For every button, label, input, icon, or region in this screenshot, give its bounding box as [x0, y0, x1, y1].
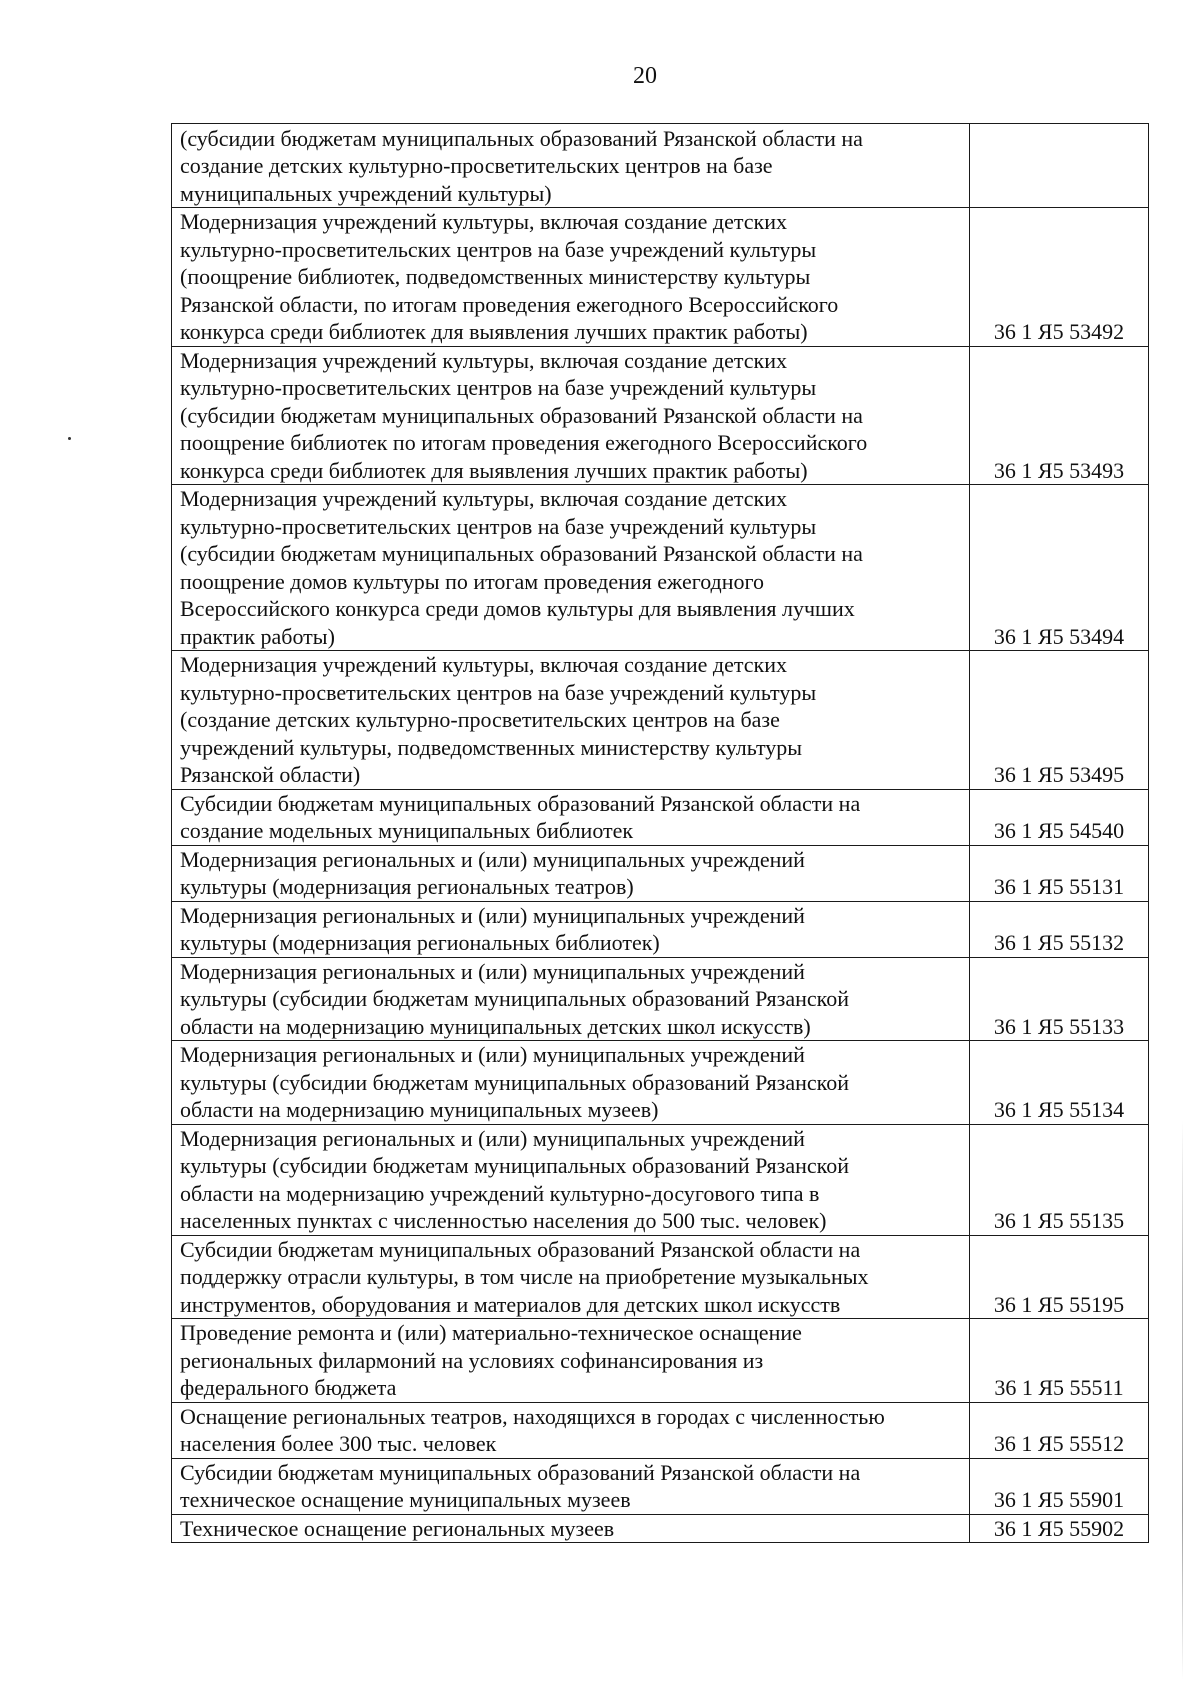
description-line: культуры (субсидии бюджетам муниципальных образований Рязанской [180, 1153, 849, 1178]
description-line: Субсидии бюджетам муниципальных образований Рязанской области на [180, 1236, 861, 1262]
description-line: области на модернизацию муниципальных детских школ искусств) [180, 1013, 811, 1039]
row-code: 36 1 Я5 55135 [970, 1124, 1149, 1235]
description-line: (поощрение библиотек, подведомственных министерству культуры [180, 264, 811, 289]
description-line: области на модернизацию муниципальных музеев) [180, 1097, 659, 1122]
description-line: Рязанской области, по итогам проведения ежегодного Всероссийского [180, 291, 839, 317]
description-line: культуры (модернизация региональных театров) [180, 874, 634, 899]
description-line: (создание детских культурно-просветительских центров на базе [180, 707, 780, 732]
table-row [172, 1235, 1149, 1319]
row-description [172, 1319, 970, 1403]
row-description [172, 1458, 970, 1514]
row-description [172, 651, 970, 790]
row-description [172, 789, 970, 845]
row-description [172, 124, 970, 208]
table-row [172, 845, 1149, 901]
description-line: Модернизация учреждений культуры, включая создание детских [180, 209, 787, 234]
table-row [172, 901, 1149, 957]
row-description [172, 208, 970, 347]
description-line: культуры (модернизация региональных библиотек) [180, 930, 660, 955]
description-line: конкурса среди библиотек для выявления лучших практик работы) [180, 319, 808, 344]
description-line: Модернизация региональных и (или) муниципальных учреждений [180, 1042, 805, 1067]
row-code: 36 1 Я5 55512 [970, 1402, 1149, 1458]
description-line: культуры (субсидии бюджетам муниципальных образований Рязанской [180, 1069, 849, 1095]
row-code: 36 1 Я5 55131 [970, 845, 1149, 901]
description-line: Субсидии бюджетам муниципальных образований Рязанской области на [180, 1459, 861, 1485]
description-line: (субсидии бюджетам муниципальных образований Рязанской области на [180, 125, 863, 151]
table-row [172, 1041, 1149, 1125]
description-line: Модернизация учреждений культуры, включая создание детских [180, 486, 787, 511]
table-row [172, 1514, 1149, 1543]
description-line: Модернизация учреждений культуры, включая создание детских [180, 347, 787, 373]
description-line: Всероссийского конкурса среди домов культуры для выявления лучших [180, 596, 855, 621]
description-line: Модернизация региональных и (или) муниципальных учреждений [180, 846, 805, 872]
row-code: 36 1 Я5 55133 [970, 957, 1149, 1041]
description-line: поощрение домов культуры по итогам проведения ежегодного [180, 568, 764, 594]
description-line: федерального бюджета [180, 1375, 397, 1400]
table-row [172, 651, 1149, 790]
row-description [172, 845, 970, 901]
table-row [172, 124, 1149, 208]
description-line: Модернизация региональных и (или) муниципальных учреждений [180, 958, 805, 984]
description-line: Модернизация региональных и (или) муниципальных учреждений [180, 1125, 805, 1151]
description-line: Техническое оснащение региональных музеев [180, 1515, 615, 1541]
description-line: культурно-просветительских центров на базе учреждений культуры [180, 375, 817, 400]
description-line: создание модельных муниципальных библиотек [180, 818, 634, 843]
description-line: Оснащение региональных театров, находящихся в городах с численностью [180, 1403, 885, 1429]
description-line: практик работы) [180, 623, 335, 649]
description-line: инструментов, оборудования и материалов для детских школ искусств [180, 1291, 841, 1317]
description-line: населения более 300 тыс. человек [180, 1431, 497, 1456]
scan-speck [68, 437, 71, 440]
table-row [172, 1319, 1149, 1403]
description-line: культурно-просветительских центров на базе учреждений культуры [180, 679, 817, 705]
scan-edge-line [1182, 1120, 1183, 1680]
row-code: 36 1 Я5 55901 [970, 1458, 1149, 1514]
description-line: поддержку отрасли культуры, в том числе на приобретение музыкальных [180, 1264, 869, 1289]
table-row [172, 1124, 1149, 1235]
description-line: культурно-просветительских центров на базе учреждений культуры [180, 236, 817, 262]
description-line: Субсидии бюджетам муниципальных образований Рязанской области на [180, 790, 861, 816]
row-description [172, 1041, 970, 1125]
row-code: 36 1 Я5 55195 [970, 1235, 1149, 1319]
description-line: учреждений культуры, подведомственных министерству культуры [180, 734, 803, 760]
row-description [172, 1402, 970, 1458]
row-description [172, 901, 970, 957]
table-row [172, 485, 1149, 651]
description-line: Модернизация региональных и (или) муниципальных учреждений [180, 902, 805, 928]
row-code: 36 1 Я5 53492 [970, 208, 1149, 347]
row-code: 36 1 Я5 53493 [970, 346, 1149, 485]
row-description [172, 1514, 970, 1543]
row-code: 36 1 Я5 54540 [970, 789, 1149, 845]
description-line: культуры (субсидии бюджетам муниципальных образований Рязанской [180, 986, 849, 1011]
description-line: Модернизация учреждений культуры, включая создание детских [180, 652, 787, 677]
description-line: области на модернизацию учреждений культурно-досугового типа в [180, 1180, 820, 1206]
description-line: Рязанской области) [180, 762, 361, 787]
row-code: 36 1 Я5 55132 [970, 901, 1149, 957]
table-row [172, 957, 1149, 1041]
row-description [172, 1124, 970, 1235]
description-line: муниципальных учреждений культуры) [180, 180, 552, 206]
description-line: техническое оснащение муниципальных музеев [180, 1487, 631, 1512]
description-line: создание детских культурно-просветительских центров на базе [180, 153, 773, 178]
row-description [172, 1235, 970, 1319]
row-description [172, 346, 970, 485]
description-line: населенных пунктах с численностью населения до 500 тыс. человек) [180, 1208, 827, 1233]
row-code: 36 1 Я5 55902 [970, 1514, 1149, 1543]
row-code: 36 1 Я5 55511 [970, 1319, 1149, 1403]
table-row [172, 346, 1149, 485]
table-row [172, 208, 1149, 347]
description-line: поощрение библиотек по итогам проведения ежегодного Всероссийского [180, 430, 868, 455]
page-number: 20 [633, 63, 657, 89]
row-code: 36 1 Я5 53494 [970, 485, 1149, 651]
description-line: конкурса среди библиотек для выявления лучших практик работы) [180, 457, 808, 483]
table-row [172, 1458, 1149, 1514]
row-code: 36 1 Я5 55134 [970, 1041, 1149, 1125]
budget-classification-table [171, 123, 1149, 1543]
description-line: региональных филармоний на условиях софинансирования из [180, 1347, 764, 1373]
description-line: культурно-просветительских центров на базе учреждений культуры [180, 513, 817, 539]
description-line: (субсидии бюджетам муниципальных образований Рязанской области на [180, 541, 863, 566]
table-row [172, 789, 1149, 845]
row-code [970, 124, 1149, 208]
table-row [172, 1402, 1149, 1458]
row-code: 36 1 Я5 53495 [970, 651, 1149, 790]
table-body [172, 124, 1149, 1543]
row-description [172, 957, 970, 1041]
description-line: Проведение ремонта и (или) материально-техническое оснащение [180, 1320, 802, 1345]
description-line: (субсидии бюджетам муниципальных образований Рязанской области на [180, 402, 863, 428]
row-description [172, 485, 970, 651]
